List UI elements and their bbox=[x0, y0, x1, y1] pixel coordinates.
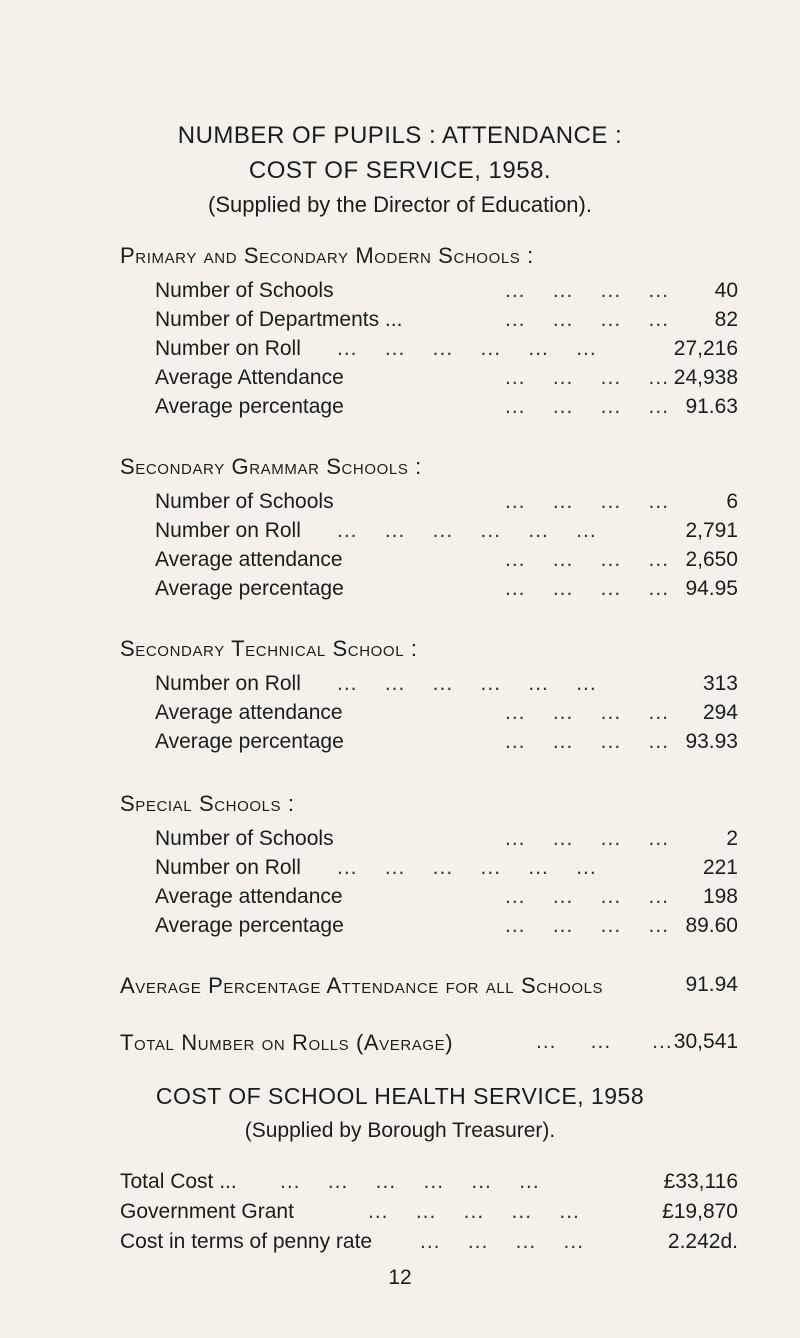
table-row: Number on Roll ... ... ... ... ... ... 313 bbox=[155, 672, 738, 695]
page-title-line2: COST OF SERVICE, 1958. bbox=[248, 157, 552, 184]
table-row: Average attendance ... ... ... ... 294 bbox=[155, 701, 738, 724]
table-row: Average Attendance ... ... ... ... 24,938 bbox=[155, 366, 738, 389]
table-row: Number on Roll ... ... ... ... ... ... 27,216 bbox=[155, 337, 738, 360]
cost-row: Total Cost ... ... ... ... ... ... ... £33,116 bbox=[120, 1170, 738, 1193]
table-row: Average percentage ... ... ... ... 93.93 bbox=[155, 730, 738, 753]
section-title-technical: Secondary Technical School : bbox=[120, 636, 418, 661]
table-row: Number of Schools ... ... ... ... 6 bbox=[155, 490, 738, 513]
section-title-primary: Primary and Secondary Modern Schools : bbox=[120, 243, 534, 268]
page-number: 12 bbox=[388, 1266, 412, 1289]
table-row: Number on Roll ... ... ... ... ... ... 221 bbox=[155, 856, 738, 879]
section-title-special: Special Schools : bbox=[120, 791, 295, 816]
table-row: Number on Roll ... ... ... ... ... ... 2,791 bbox=[155, 519, 738, 542]
summary-avg-percentage: Average Percentage Attendance for all Schools 91.94 bbox=[120, 973, 738, 998]
table-row: Average attendance ... ... ... ... 198 bbox=[155, 885, 738, 908]
health-subtitle: (Supplied by Borough Treasurer). bbox=[244, 1119, 556, 1142]
page-title-line1: NUMBER OF PUPILS : ATTENDANCE : bbox=[177, 122, 623, 149]
cost-row: Cost in terms of penny rate ... ... ... ... 2.242d. bbox=[120, 1230, 738, 1253]
table-row: Number of Schools ... ... ... ... 40 bbox=[155, 279, 738, 302]
table-row: Average percentage ... ... ... ... 89.60 bbox=[155, 914, 738, 937]
table-row: Average percentage ... ... ... ... 94.95 bbox=[155, 577, 738, 600]
summary-total-roll: Total Number on Rolls (Average) ... ... ... 30,541 bbox=[120, 1030, 738, 1055]
page-subtitle: (Supplied by the Director of Education). bbox=[208, 192, 592, 217]
table-row: Number of Departments ... ... ... ... ... 82 bbox=[155, 308, 738, 331]
table-row: Number of Schools ... ... ... ... 2 bbox=[155, 827, 738, 850]
cost-row: Government Grant ... ... ... ... ... £19,870 bbox=[120, 1200, 738, 1223]
health-title: COST OF SCHOOL HEALTH SERVICE, 1958 bbox=[155, 1083, 645, 1109]
table-row: Average percentage ... ... ... ... 91.63 bbox=[155, 395, 738, 418]
section-title-grammar: Secondary Grammar Schools : bbox=[120, 454, 422, 479]
table-row: Average attendance ... ... ... ... 2,650 bbox=[155, 548, 738, 571]
